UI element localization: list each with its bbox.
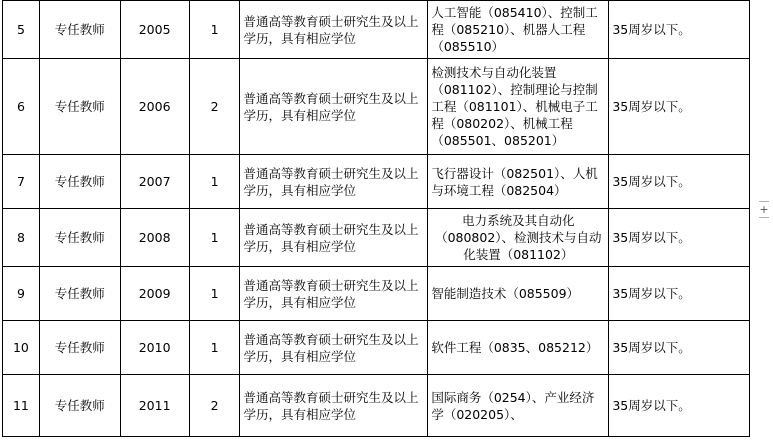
cell-count: 1	[189, 267, 240, 321]
cell-major: 智能制造技术（085509）	[428, 267, 609, 321]
cell-year: 2006	[120, 59, 189, 155]
cell-year: 2009	[120, 267, 189, 321]
cell-major: 检测技术与自动化装置（081102）、控制理论与控制工程（081101）、机械电子工程（080202）、机械工程（085501、085201）	[428, 59, 609, 155]
zoom-divider-bottom	[759, 217, 769, 218]
cell-education: 普通高等教育硕士研究生及以上学历，具有相应学位	[240, 267, 428, 321]
zoom-control[interactable]	[758, 200, 770, 219]
cell-count: 1	[189, 155, 240, 209]
cell-count: 1	[189, 1, 240, 59]
cell-major: 人工智能（085410）、控制工程（085210）、机器人工程（085510）	[428, 1, 609, 59]
cell-education: 普通高等教育硕士研究生及以上学历，具有相应学位	[240, 209, 428, 267]
cell-no: 6	[3, 59, 40, 155]
cell-no: 7	[3, 155, 40, 209]
cell-age: 35周岁以下。	[609, 1, 750, 59]
zoom-divider-top	[759, 201, 769, 202]
cell-post-type: 专任教师	[39, 375, 120, 437]
table-body	[3, 1, 750, 437]
table-row	[3, 267, 750, 321]
cell-no: 10	[3, 321, 40, 375]
cell-no: 11	[3, 375, 40, 437]
cell-no: 8	[3, 209, 40, 267]
cell-post-type: 专任教师	[39, 321, 120, 375]
cell-year: 2011	[120, 375, 189, 437]
table-row	[3, 375, 750, 437]
cell-no: 9	[3, 267, 40, 321]
zoom-in-icon[interactable]: +	[759, 203, 769, 216]
cell-post-type: 专任教师	[39, 155, 120, 209]
cell-no: 5	[3, 1, 40, 59]
cell-year: 2007	[120, 155, 189, 209]
table-row	[3, 155, 750, 209]
cell-age: 35周岁以下。	[609, 267, 750, 321]
table-row	[3, 209, 750, 267]
cell-education: 普通高等教育硕士研究生及以上学历，具有相应学位	[240, 155, 428, 209]
cell-education: 普通高等教育硕士研究生及以上学历，具有相应学位	[240, 59, 428, 155]
cell-major: 飞行器设计（082501）、人机与环境工程（082504）	[428, 155, 609, 209]
table-row	[3, 1, 750, 59]
cell-age: 35周岁以下。	[609, 59, 750, 155]
recruitment-table	[2, 0, 750, 437]
cell-age: 35周岁以下。	[609, 209, 750, 267]
cell-year: 2005	[120, 1, 189, 59]
cell-major: 国际商务（0254）、产业经济学（020205）、	[428, 375, 609, 437]
cell-age: 35周岁以下。	[609, 155, 750, 209]
cell-education: 普通高等教育硕士研究生及以上学历，具有相应学位	[240, 1, 428, 59]
cell-age: 35周岁以下。	[609, 375, 750, 437]
cell-count: 2	[189, 59, 240, 155]
cell-year: 2008	[120, 209, 189, 267]
table-row	[3, 321, 750, 375]
cell-major: 软件工程（0835、085212）	[428, 321, 609, 375]
cell-post-type: 专任教师	[39, 1, 120, 59]
cell-major: 电力系统及其自动化（080802）、检测技术与自动化装置（081102）	[428, 209, 609, 267]
table-row	[3, 59, 750, 155]
cell-count: 2	[189, 375, 240, 437]
cell-count: 1	[189, 321, 240, 375]
cell-year: 2010	[120, 321, 189, 375]
cell-post-type: 专任教师	[39, 267, 120, 321]
cell-count: 1	[189, 209, 240, 267]
cell-education: 普通高等教育硕士研究生及以上学历，具有相应学位	[240, 375, 428, 437]
cell-age: 35周岁以下。	[609, 321, 750, 375]
cell-education: 普通高等教育硕士研究生及以上学历，具有相应学位	[240, 321, 428, 375]
cell-post-type: 专任教师	[39, 209, 120, 267]
cell-post-type: 专任教师	[39, 59, 120, 155]
